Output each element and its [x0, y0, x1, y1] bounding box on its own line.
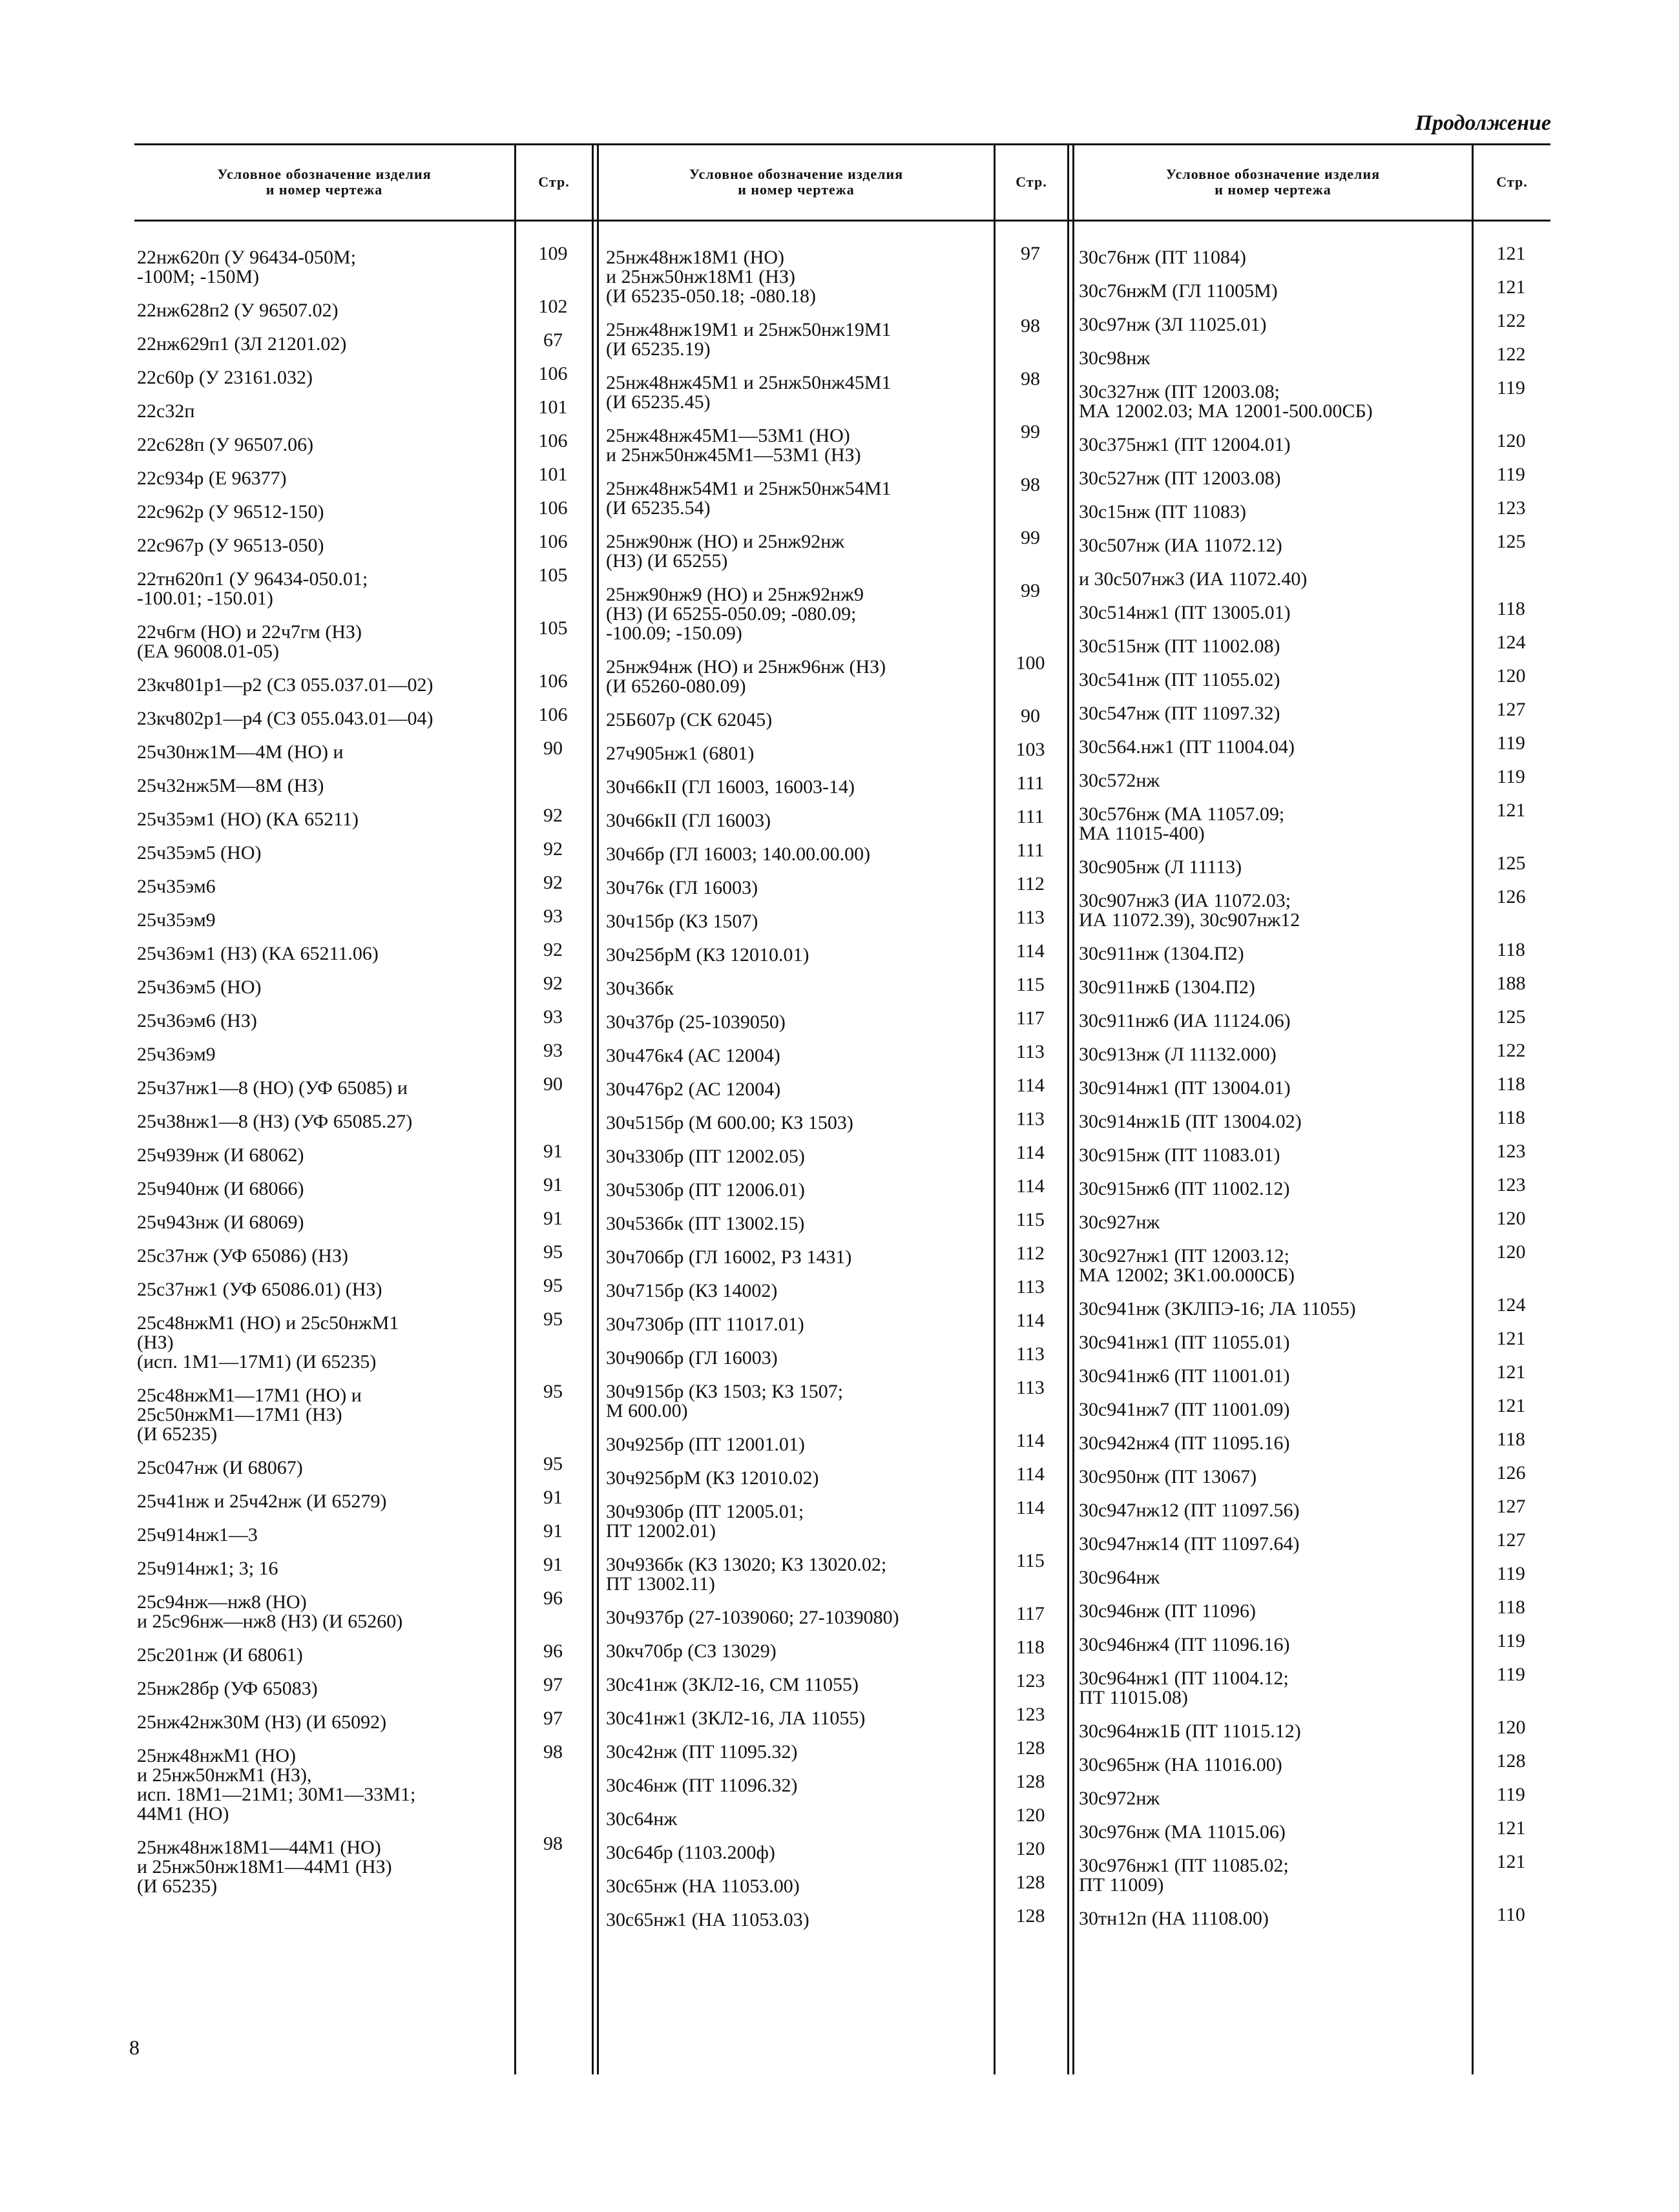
entry-page: 115	[1016, 1209, 1045, 1230]
entry-page: 121	[1496, 800, 1526, 821]
entry-page: 106	[538, 430, 568, 451]
entry-page: 106	[538, 670, 568, 692]
entry-designation: 22нж620п (У 96434-050М; -100М; -150М)	[137, 247, 357, 287]
entry-designation: 25ч940нж (И 68066)	[137, 1178, 304, 1199]
entry-page: 114	[1016, 1075, 1045, 1096]
entry-designation: 25ч38нж1—8 (НЗ) (УФ 65085.27)	[137, 1111, 413, 1132]
entry-page: 105	[538, 564, 568, 586]
entry-designation: 30с915нж6 (ПТ 11002.12)	[1079, 1178, 1290, 1199]
column-divider	[994, 143, 996, 2074]
entry-designation: 30с541нж (ПТ 11055.02)	[1079, 669, 1280, 690]
entry-designation: 25с047нж (И 68067)	[137, 1457, 303, 1478]
entry-designation: 30ч6бр (ГЛ 16003; 140.00.00.00)	[606, 843, 871, 865]
entry-designation: 25нж48нж45М1—53М1 (НО) и 25нж50нж45М1—53М1 (НЗ)	[606, 425, 861, 466]
entry-page: 120	[1016, 1838, 1045, 1859]
entry-page: 118	[1497, 1073, 1525, 1095]
entry-designation: 30с65нж1 (НА 11053.03)	[606, 1909, 809, 1930]
entry-designation: 25ч914нж1—3	[137, 1524, 258, 1545]
entry-designation: 25ч35эм9	[137, 909, 216, 931]
entry-page: 67	[543, 329, 563, 351]
entry-page: 106	[538, 363, 568, 384]
entry-designation: 30с76нжМ (ГЛ 11005М)	[1079, 280, 1278, 302]
entry-page: 92	[543, 872, 563, 893]
entry-page: 113	[1016, 1041, 1045, 1062]
entry-designation: 23кч802р1—р4 (СЗ 055.043.01—04)	[137, 708, 433, 729]
header-designation: Условное обозначение изделия и номер чертежа	[1165, 166, 1381, 198]
entry-page: 96	[543, 1587, 563, 1609]
entry-designation: 30с41нж1 (ЗКЛ2-16, ЛА 11055)	[606, 1708, 866, 1729]
entry-page: 92	[543, 838, 563, 860]
entry-designation: 25ч35эм1 (НО) (КА 65211)	[137, 809, 359, 830]
entry-designation: 30с572нж	[1079, 770, 1160, 791]
entry-page: 102	[538, 296, 568, 317]
entry-designation: 30с913нж (Л 11132.000)	[1079, 1044, 1277, 1065]
entry-page: 111	[1016, 806, 1045, 827]
entry-page: 121	[1496, 1395, 1526, 1416]
entry-page: 120	[1496, 1208, 1526, 1229]
entry-page: 99	[1021, 421, 1040, 442]
column-divider	[1072, 143, 1074, 2074]
entry-designation: 25ч32нж5М—8М (НЗ)	[137, 775, 324, 796]
entry-page: 106	[538, 704, 568, 725]
entry-page: 119	[1497, 464, 1525, 485]
entry-page: 124	[1496, 632, 1526, 653]
entry-designation: 25ч36эм9	[137, 1044, 216, 1065]
entry-page: 99	[1021, 527, 1040, 548]
entry-designation: 25ч943нж (И 68069)	[137, 1212, 304, 1233]
entry-designation: 22с962р (У 96512-150)	[137, 501, 324, 522]
entry-designation: 30ч76к (ГЛ 16003)	[606, 877, 758, 898]
entry-designation: 25ч36эм5 (НО)	[137, 977, 262, 998]
entry-page: 125	[1496, 1006, 1526, 1028]
entry-page: 126	[1496, 886, 1526, 907]
entry-designation: 30ч937бр (27-1039060; 27-1039080)	[606, 1607, 899, 1628]
entry-page: 91	[543, 1520, 563, 1542]
entry-page: 118	[1497, 1429, 1525, 1450]
entry-page: 127	[1496, 699, 1526, 720]
entry-designation: 30с42нж (ПТ 11095.32)	[606, 1741, 798, 1762]
entry-designation: 30ч936бк (КЗ 13020; КЗ 13020.02; ПТ 13002.11)	[606, 1554, 887, 1595]
entry-designation: 25ч36эм1 (НЗ) (КА 65211.06)	[137, 943, 379, 964]
entry-page: 105	[538, 617, 568, 639]
header-page: Стр.	[1016, 174, 1047, 190]
entry-designation: 30с375нж1 (ПТ 12004.01)	[1079, 434, 1291, 455]
entry-designation: 25с201нж (И 68061)	[137, 1644, 303, 1666]
entry-designation: 22нж628п2 (У 96507.02)	[137, 300, 339, 321]
entry-designation: 30с327нж (ПТ 12003.08; МА 12002.03; МА 12001-500.00СБ)	[1079, 381, 1373, 422]
entry-designation: 30с941нж7 (ПТ 11001.09)	[1079, 1399, 1290, 1420]
entry-page: 95	[543, 1308, 563, 1330]
entry-page: 91	[543, 1487, 563, 1508]
entry-designation: 30ч476р2 (АС 12004)	[606, 1079, 781, 1100]
entry-page: 106	[538, 531, 568, 552]
entry-page: 121	[1496, 243, 1526, 264]
entry-designation: 25Б607р (СК 62045)	[606, 709, 773, 730]
entry-designation: 30с911нж (1304.П2)	[1079, 943, 1244, 964]
entry-designation: 25ч35эм6	[137, 876, 216, 897]
entry-page: 119	[1497, 1784, 1525, 1805]
entry-designation: 25с48нжМ1—17М1 (НО) и 25с50нжМ1—17М1 (НЗ) (И 65235)	[137, 1385, 362, 1445]
entry-page: 106	[538, 497, 568, 519]
column-divider	[1472, 143, 1474, 2074]
entry-page: 121	[1496, 1817, 1526, 1839]
entry-designation: 25нж90нж9 (НО) и 25нж92нж9 (НЗ) (И 65255-050.09; -080.09; -100.09; -150.09)	[606, 584, 864, 644]
entry-designation: 30с964нж1 (ПТ 11004.12; ПТ 11015.08)	[1079, 1668, 1289, 1708]
entry-designation: 22тн620п1 (У 96434-050.01; -100.01; -150.01)	[137, 568, 368, 609]
entry-designation: 30с914нж1Б (ПТ 13004.02)	[1079, 1111, 1302, 1132]
entry-page: 91	[543, 1174, 563, 1195]
entry-designation: 30ч925бр (ПТ 12001.01)	[606, 1434, 805, 1455]
entry-designation: 30с911нж6 (ИА 11124.06)	[1079, 1010, 1291, 1031]
entry-designation: 30с76нж (ПТ 11084)	[1079, 247, 1246, 268]
entry-page: 124	[1496, 1294, 1526, 1316]
entry-designation: 22с628п (У 96507.06)	[137, 434, 314, 455]
entry-designation: 30ч476к4 (АС 12004)	[606, 1045, 780, 1066]
entry-page: 118	[1497, 1107, 1525, 1128]
entry-page: 97	[1021, 243, 1040, 264]
entry-designation: 25нж90нж (НО) и 25нж92нж (НЗ) (И 65255)	[606, 531, 844, 572]
entry-page: 120	[1496, 430, 1526, 451]
entry-designation: 25с37нж (УФ 65086) (НЗ)	[137, 1245, 348, 1266]
entry-designation: 30с976нж (МА 11015.06)	[1079, 1821, 1286, 1843]
table-top-rule	[134, 143, 1550, 145]
entry-page: 95	[543, 1275, 563, 1296]
entry-designation: 25нж28бр (УФ 65083)	[137, 1678, 318, 1699]
entry-designation: 30с907нж3 (ИА 11072.03; ИА 11072.39), 30с907нж12	[1079, 890, 1300, 931]
entry-designation: 25ч35эм5 (НО)	[137, 842, 262, 863]
entry-page: 101	[538, 397, 568, 418]
entry-designation: 30с915нж (ПТ 11083.01)	[1079, 1144, 1280, 1166]
entry-page: 90	[543, 1073, 563, 1095]
entry-designation: 25нж48нж19М1 и 25нж50нж19М1 (И 65235.19)	[606, 319, 892, 360]
entry-page: 98	[1021, 474, 1040, 495]
entry-designation: 30с576нж (МА 11057.09; МА 11015-400)	[1079, 803, 1285, 844]
entry-page: 91	[543, 1141, 563, 1162]
entry-page: 95	[543, 1381, 563, 1402]
entry-page: 97	[543, 1674, 563, 1695]
entry-page: 93	[543, 905, 563, 927]
entry-page: 120	[1496, 1241, 1526, 1263]
entry-page: 99	[1021, 580, 1040, 601]
entry-page: 122	[1496, 1040, 1526, 1061]
header-designation: Условное обозначение изделия и номер чертежа	[217, 166, 432, 198]
entry-page: 113	[1016, 1343, 1045, 1365]
entry-designation: 30с514нж1 (ПТ 13005.01)	[1079, 602, 1291, 623]
entry-designation: 30ч536бк (ПТ 13002.15)	[606, 1213, 805, 1234]
entry-designation: 30ч715бр (КЗ 14002)	[606, 1280, 778, 1301]
entry-designation: 30ч930бр (ПТ 12005.01; ПТ 12002.01)	[606, 1501, 804, 1542]
entry-page: 98	[543, 1741, 563, 1762]
entry-page: 103	[1016, 739, 1045, 760]
index-table	[134, 143, 1550, 2074]
entry-designation: и 30с507нж3 (ИА 11072.40)	[1079, 568, 1308, 590]
entry-designation: 25ч36эм6 (НЗ)	[137, 1010, 257, 1031]
entry-page: 127	[1496, 1529, 1526, 1551]
entry-designation: 25нж42нж30М (НЗ) (И 65092)	[137, 1711, 387, 1733]
entry-page: 123	[1496, 1174, 1526, 1195]
entry-designation: 22с934р (Е 96377)	[137, 468, 287, 489]
entry-designation: 30с64нж	[606, 1808, 678, 1830]
entry-designation: 22нж629п1 (ЗЛ 21201.02)	[137, 333, 347, 355]
entry-page: 117	[1016, 1008, 1045, 1029]
entry-designation: 30ч330бр (ПТ 12002.05)	[606, 1146, 805, 1167]
entry-page: 121	[1496, 276, 1526, 298]
entry-designation: 30кч70бр (СЗ 13029)	[606, 1640, 777, 1662]
entry-page: 111	[1016, 772, 1045, 794]
entry-designation: 30с964нж	[1079, 1567, 1160, 1588]
header-page: Стр.	[1496, 174, 1528, 190]
entry-designation: 25нж48нж54М1 и 25нж50нж54М1 (И 65235.54)	[606, 478, 892, 519]
entry-designation: 25с48нжМ1 (НО) и 25с50нжМ1 (НЗ) (исп. 1М1—17М1) (И 65235)	[137, 1312, 399, 1372]
entry-page: 122	[1496, 344, 1526, 365]
entry-designation: 30с98нж	[1079, 347, 1151, 369]
entry-page: 114	[1016, 1463, 1045, 1485]
entry-designation: 30с64бр (1103.200ф)	[606, 1842, 775, 1863]
entry-designation: 30с46нж (ПТ 11096.32)	[606, 1775, 798, 1796]
entry-page: 112	[1016, 1243, 1045, 1264]
column-divider	[597, 143, 599, 2074]
entry-page: 118	[1016, 1637, 1045, 1658]
entry-page: 93	[543, 1006, 563, 1028]
entry-designation: 30с515нж (ПТ 11002.08)	[1079, 636, 1280, 657]
entry-page: 111	[1016, 840, 1045, 861]
entry-designation: 30ч515бр (М 600.00; КЗ 1503)	[606, 1112, 853, 1133]
entry-page: 92	[543, 973, 563, 994]
entry-designation: 30ч66кII (ГЛ 16003, 16003-14)	[606, 776, 855, 798]
entry-designation: 30с927нж	[1079, 1212, 1160, 1233]
entry-page: 119	[1497, 1630, 1525, 1651]
entry-page: 114	[1016, 940, 1045, 962]
entry-designation: 30с941нж1 (ПТ 11055.01)	[1079, 1332, 1290, 1353]
entry-designation: 30с947нж14 (ПТ 11097.64)	[1079, 1533, 1300, 1555]
entry-designation: 30ч66кII (ГЛ 16003)	[606, 810, 771, 831]
entry-page: 95	[543, 1241, 563, 1263]
entry-page: 125	[1496, 853, 1526, 874]
entry-page: 114	[1016, 1310, 1045, 1331]
entry-designation: 30ч915бр (КЗ 1503; КЗ 1507; М 600.00)	[606, 1381, 844, 1421]
entry-page: 119	[1497, 377, 1525, 398]
entry-page: 127	[1496, 1496, 1526, 1517]
entry-designation: 25ч30нж1М—4М (НО) и	[137, 741, 344, 763]
entry-page: 119	[1497, 732, 1525, 754]
entry-designation: 25нж48нжМ1 (НО) и 25нж50нжМ1 (НЗ), исп. 18М1—21М1; 30М1—33М1; 44М1 (НО)	[137, 1745, 416, 1824]
entry-page: 121	[1496, 1361, 1526, 1383]
entry-designation: 27ч905нж1 (6801)	[606, 743, 755, 764]
entry-designation: 30ч925брМ (КЗ 12010.02)	[606, 1467, 819, 1489]
entry-page: 98	[1021, 368, 1040, 389]
entry-page: 90	[1021, 705, 1040, 727]
entry-designation: 25нж94нж (НО) и 25нж96нж (НЗ) (И 65260-080.09)	[606, 656, 886, 697]
entry-designation: 30с964нж1Б (ПТ 11015.12)	[1079, 1721, 1301, 1742]
entry-page: 119	[1497, 766, 1525, 787]
entry-page: 128	[1496, 1750, 1526, 1772]
entry-designation: 25с37нж1 (УФ 65086.01) (НЗ)	[137, 1279, 382, 1300]
entry-designation: 30ч706бр (ГЛ 16002, РЗ 1431)	[606, 1246, 852, 1268]
entry-designation: 25ч37нж1—8 (НО) (УФ 65085) и	[137, 1077, 408, 1099]
entry-designation: 30с97нж (ЗЛ 11025.01)	[1079, 314, 1267, 335]
entry-page: 109	[538, 243, 568, 264]
entry-page: 120	[1016, 1804, 1045, 1826]
header-page: Стр.	[538, 174, 570, 190]
entry-page: 114	[1016, 1430, 1045, 1451]
entry-page: 117	[1016, 1603, 1045, 1624]
entry-designation: 23кч801р1—р2 (СЗ 055.037.01—02)	[137, 674, 433, 696]
entry-page: 125	[1496, 531, 1526, 552]
entry-designation: 22с32п	[137, 400, 195, 422]
entry-designation: 30с927нж1 (ПТ 12003.12; МА 12002; ЗК1.00.000СБ)	[1079, 1245, 1295, 1286]
entry-designation: 25нж48нж45М1 и 25нж50нж45М1 (И 65235.45)	[606, 372, 892, 413]
entry-designation: 30с972нж	[1079, 1788, 1160, 1809]
entry-designation: 25ч914нж1; 3; 16	[137, 1558, 278, 1579]
entry-designation: 30с976нж1 (ПТ 11085.02; ПТ 11009)	[1079, 1855, 1289, 1896]
entry-designation: 25с94нж—нж8 (НО) и 25с96нж—нж8 (НЗ) (И 65260)	[137, 1591, 403, 1632]
entry-designation: 30с941нж (ЗКЛПЭ-16; ЛА 11055)	[1079, 1298, 1356, 1319]
entry-page: 118	[1497, 1597, 1525, 1618]
entry-designation: 30с946нж4 (ПТ 11096.16)	[1079, 1634, 1290, 1655]
entry-designation: 25ч939нж (И 68062)	[137, 1144, 304, 1166]
entry-page: 101	[538, 464, 568, 485]
entry-page: 121	[1496, 1851, 1526, 1872]
entry-designation: 30с911нжБ (1304.П2)	[1079, 977, 1255, 998]
entry-page: 120	[1496, 665, 1526, 687]
entry-page: 115	[1016, 1550, 1045, 1571]
entry-designation: 30ч730бр (ПТ 11017.01)	[606, 1314, 804, 1335]
column-divider	[592, 143, 594, 2074]
page-number: 8	[129, 2036, 140, 2059]
entry-page: 114	[1016, 1142, 1045, 1163]
entry-page: 96	[543, 1640, 563, 1662]
entry-designation: 22с967р (У 96513-050)	[137, 535, 324, 556]
entry-designation: 30с905нж (Л 11113)	[1079, 856, 1242, 878]
entry-page: 91	[543, 1554, 563, 1575]
entry-designation: 25нж48нж18М1 (НО) и 25нж50нж18М1 (НЗ) (И 65235-050.18; -080.18)	[606, 247, 816, 307]
entry-designation: 30с946нж (ПТ 11096)	[1079, 1600, 1256, 1622]
entry-designation: 30с942нж4 (ПТ 11095.16)	[1079, 1432, 1290, 1454]
entry-page: 97	[543, 1708, 563, 1729]
entry-page: 114	[1016, 1175, 1045, 1197]
entry-page: 188	[1496, 973, 1526, 994]
column-divider	[1067, 143, 1069, 2074]
entry-designation: 30ч906бр (ГЛ 16003)	[606, 1347, 778, 1369]
entry-page: 91	[543, 1208, 563, 1229]
entry-page: 128	[1016, 1905, 1045, 1927]
entry-designation: 30с965нж (НА 11016.00)	[1079, 1754, 1282, 1775]
entry-designation: 30ч37бр (25-1039050)	[606, 1011, 786, 1033]
entry-page: 119	[1497, 1563, 1525, 1584]
entry-page: 113	[1016, 907, 1045, 928]
header-designation: Условное обозначение изделия и номер чертежа	[689, 166, 904, 198]
entry-page: 122	[1496, 310, 1526, 331]
entry-page: 98	[1021, 315, 1040, 336]
entry-designation: 30с941нж6 (ПТ 11001.01)	[1079, 1365, 1290, 1387]
continuation-label: Продолжение	[1415, 111, 1551, 135]
entry-page: 123	[1016, 1704, 1045, 1725]
entry-designation: 30ч530бр (ПТ 12006.01)	[606, 1179, 805, 1201]
entry-designation: 30с547нж (ПТ 11097.32)	[1079, 703, 1280, 724]
entry-page: 98	[543, 1833, 563, 1854]
entry-page: 120	[1496, 1717, 1526, 1738]
entry-page: 118	[1497, 598, 1525, 619]
entry-designation: 25нж48нж18М1—44М1 (НО) и 25нж50нж18М1—44М1 (НЗ) (И 65235)	[137, 1837, 392, 1897]
entry-page: 112	[1016, 873, 1045, 894]
entry-designation: 30с947нж12 (ПТ 11097.56)	[1079, 1500, 1300, 1521]
entry-page: 90	[543, 738, 563, 759]
header-bottom-rule	[134, 220, 1550, 222]
entry-page: 126	[1496, 1462, 1526, 1483]
entry-page: 128	[1016, 1872, 1045, 1893]
entry-designation: 30с507нж (ИА 11072.12)	[1079, 535, 1282, 556]
entry-page: 92	[543, 805, 563, 826]
entry-page: 118	[1497, 939, 1525, 960]
entry-page: 115	[1016, 974, 1045, 995]
entry-page: 128	[1016, 1737, 1045, 1759]
entry-page: 121	[1496, 1328, 1526, 1349]
entry-designation: 22с60р (У 23161.032)	[137, 367, 313, 388]
entry-page: 114	[1016, 1497, 1045, 1518]
entry-designation: 30с564.нж1 (ПТ 11004.04)	[1079, 736, 1295, 758]
entry-designation: 30тн12п (НА 11108.00)	[1079, 1908, 1269, 1929]
entry-page: 100	[1016, 652, 1045, 674]
entry-designation: 30ч25брМ (КЗ 12010.01)	[606, 944, 809, 966]
entry-designation: 30с65нж (НА 11053.00)	[606, 1876, 800, 1897]
entry-page: 123	[1016, 1670, 1045, 1691]
entry-designation: 30с527нж (ПТ 12003.08)	[1079, 468, 1281, 489]
entry-page: 113	[1016, 1377, 1045, 1398]
entry-page: 113	[1016, 1108, 1045, 1130]
entry-page: 123	[1496, 1141, 1526, 1162]
entry-designation: 30с914нж1 (ПТ 13004.01)	[1079, 1077, 1291, 1099]
entry-page: 92	[543, 939, 563, 960]
column-divider	[514, 143, 516, 2074]
entry-page: 95	[543, 1453, 563, 1474]
entry-page: 123	[1496, 497, 1526, 519]
entry-page: 93	[543, 1040, 563, 1061]
entry-designation: 30с15нж (ПТ 11083)	[1079, 501, 1246, 522]
entry-designation: 30ч36бк	[606, 978, 674, 999]
entry-page: 110	[1497, 1904, 1525, 1925]
entry-designation: 22ч6гм (НО) и 22ч7гм (НЗ) (ЕА 96008.01-05)	[137, 621, 362, 662]
entry-page: 119	[1497, 1664, 1525, 1685]
entry-page: 128	[1016, 1771, 1045, 1792]
entry-designation: 30с41нж (ЗКЛ2-16, СМ 11055)	[606, 1674, 859, 1695]
entry-page: 113	[1016, 1276, 1045, 1297]
entry-designation: 25ч41нж и 25ч42нж (И 65279)	[137, 1491, 387, 1512]
entry-designation: 30с950нж (ПТ 13067)	[1079, 1466, 1257, 1487]
entry-designation: 30ч15бр (КЗ 1507)	[606, 911, 758, 932]
